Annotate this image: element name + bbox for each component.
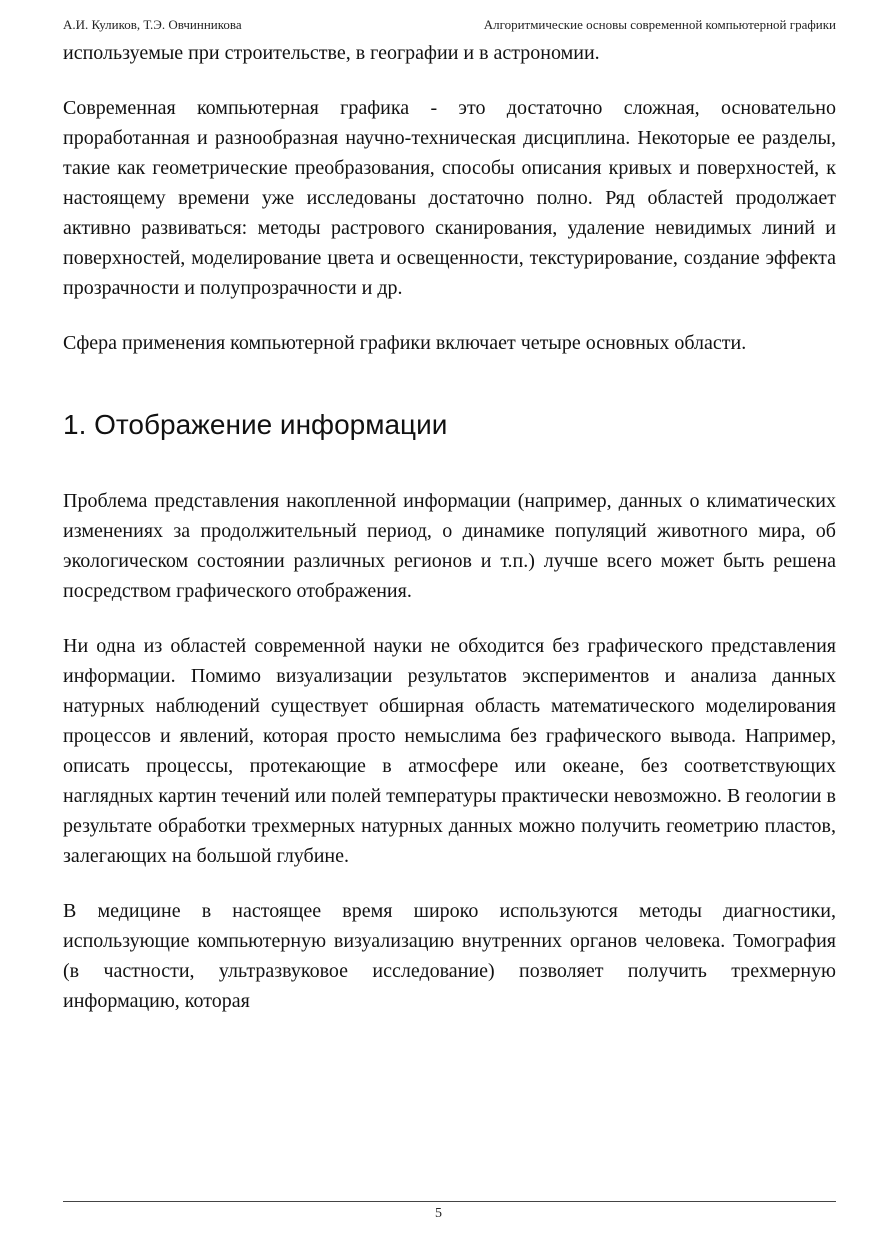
paragraph-continuation: используемые при строительстве, в географии и в астрономии.: [63, 42, 600, 64]
header-authors: А.И. Куликов, Т.Э. Овчинникова: [63, 17, 242, 32]
paragraph-modern-graphics: Современная компьютерная графика - это достаточно сложная, основательно проработанная и разнообразная научно-техническая дисциплина. Некоторые ее разделы, такие как геометрические преобразования, способы описания кривых и поверхностей, к настоящему времени уже исследованы достаточно полно. Ряд областей продолжает активно развиваться: методы растрового сканирования, удаление невидимых линий и поверхностей, моделирование цвета и освещенности, текстурирование, создание эффекта прозрачности и полупрозрачности и др.: [63, 97, 836, 299]
paragraph-application-areas: Сфера применения компьютерной графики включает четыре основных области.: [63, 332, 747, 354]
paragraph-science-visualization: Ни одна из областей современной науки не обходится без графического представления информации. Помимо визуализации результатов экспериментов и анализа данных натурных наблюдений существует обширная область математического моделирования процессов и явлений, которая просто немыслима без графического вывода. Например, описать процессы, протекающие в атмосфере или океане, без соответствующих наглядных картин течений или полей температуры практически невозможно. В геологии в результате обработки трехмерных натурных данных можно получить геометрию пластов, залегающих на большой глубине.: [63, 635, 836, 867]
page-number: 5: [435, 1206, 442, 1221]
footer-divider: [63, 1201, 836, 1202]
paragraph-medicine: В медицине в настоящее время широко используются методы диагностики, использующие компьютерную визуализацию внутренних органов человека. Томография (в частности, ультразвуковое исследование) позволяет получить трехмерную информацию, которая: [63, 900, 836, 1012]
paragraph-information-display: Проблема представления накопленной информации (например, данных о климатических изменениях за продолжительный период, о динамике популяций животного мира, об экологическом состоянии различных регионов и т.п.) лучше всего может быть решена посредством графического отображения.: [63, 490, 836, 602]
section-heading: 1. Отображение информации: [63, 409, 448, 440]
page-body: [63, 38, 836, 1016]
header-book-title: Алгоритмические основы современной компьютерной графики: [483, 17, 836, 32]
running-header: [63, 16, 836, 34]
